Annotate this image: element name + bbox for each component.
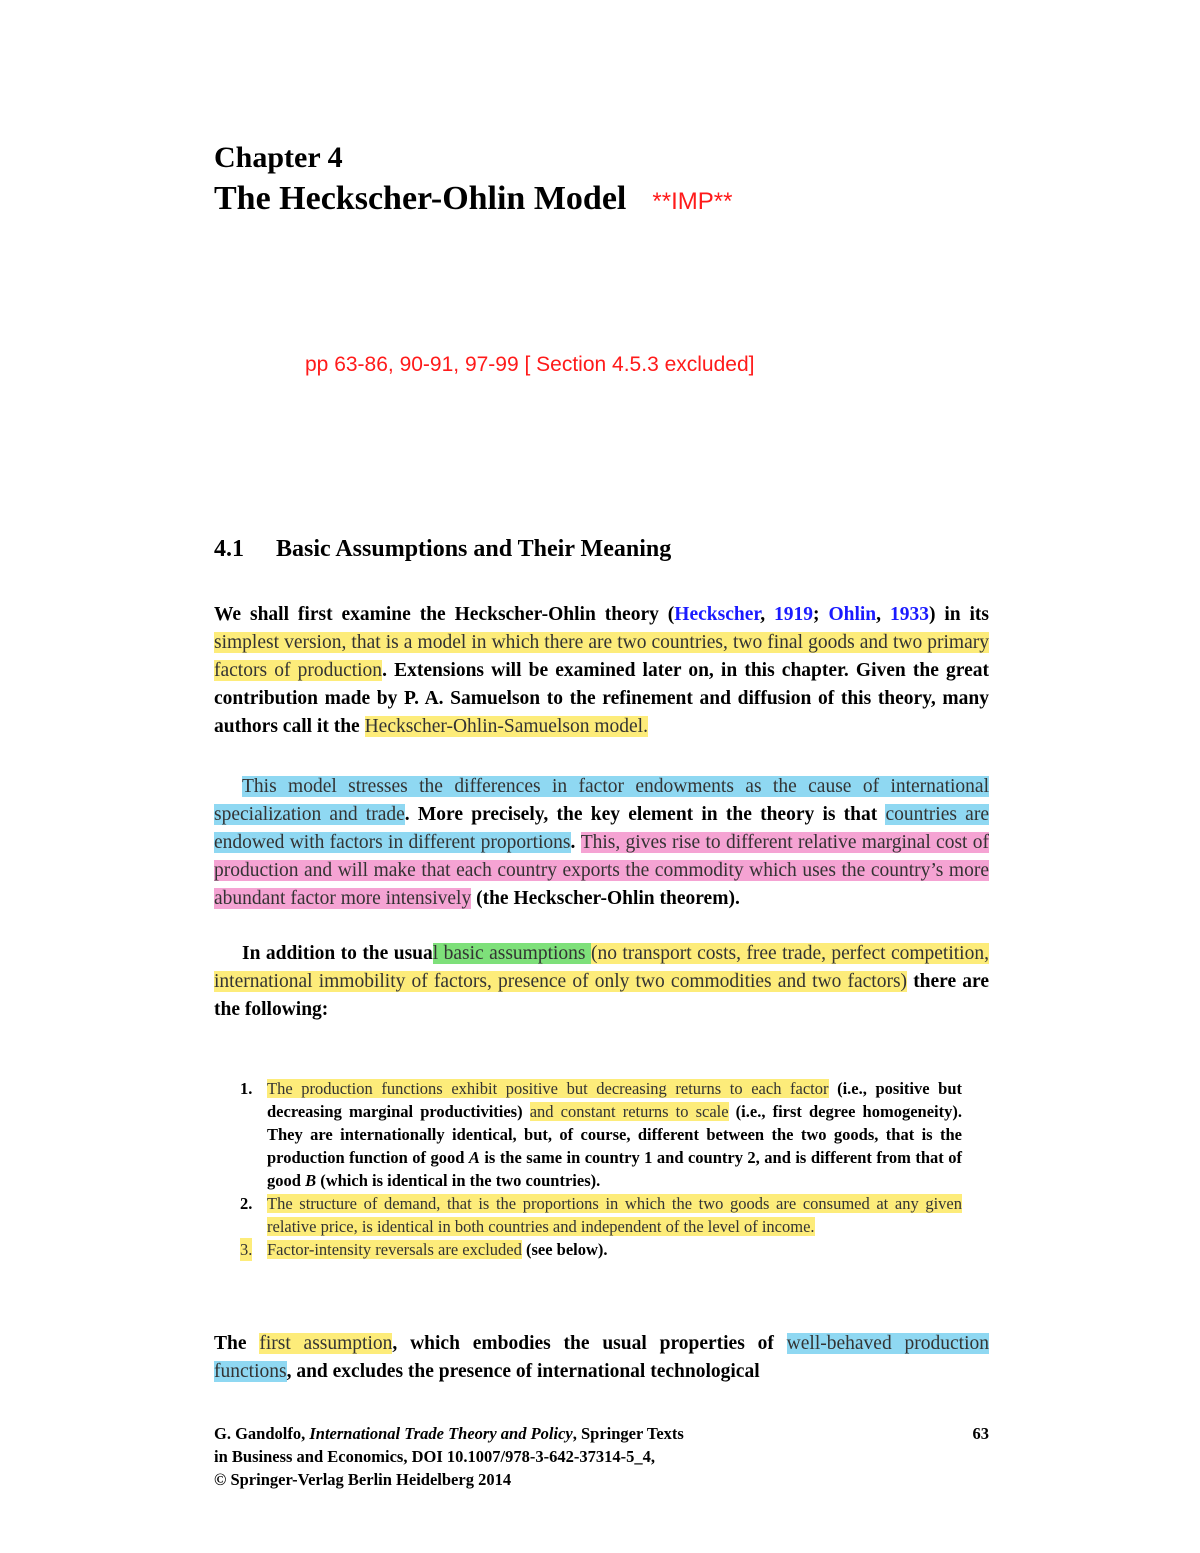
citation-link-1933[interactable]: 1933: [889, 604, 929, 625]
highlight-blue: This model stresses the differences in factor endowments as the cause of international specialization and trade: [214, 776, 989, 825]
highlight-yellow: (no transport costs, free trade, perfect competition, international immobility of factors, presence of only two commodities and two factors): [214, 943, 989, 992]
highlight-yellow: The structure of demand, that is the proportions in which the two goods are consumed at any given relative price, is identical in both countries and independent of the level of income.: [267, 1194, 962, 1236]
page-number: 63: [972, 1424, 989, 1443]
text-span: , which embodies the usual properties of: [392, 1333, 787, 1354]
text-span: is the same in country 1 and country 2, and is different from that of good: [267, 1148, 962, 1190]
highlight-yellow: Factor-intensity reversals are excluded: [267, 1240, 522, 1259]
list-number: 1.: [240, 1079, 253, 1098]
paragraph-4: [214, 1330, 989, 1386]
highlight-blue: well-behaved production functions: [214, 1333, 989, 1382]
page-footer: [214, 1422, 989, 1491]
highlight-yellow: and constant returns to scale: [529, 1102, 729, 1121]
variable: B: [305, 1171, 317, 1190]
list-number: 2.: [240, 1194, 253, 1213]
citation-link-1919[interactable]: 1919: [774, 604, 814, 625]
text-span: , and excludes the presence of international technological: [286, 1361, 760, 1382]
text-span: .: [570, 832, 581, 853]
section-title: Basic Assumptions and Their Meaning: [276, 536, 672, 562]
highlight-green: l basic assumptions: [432, 943, 591, 964]
citation-link-heckscher[interactable]: Heckscher: [674, 604, 761, 625]
text-span: ;: [813, 604, 829, 625]
paragraph-2: [214, 773, 989, 913]
text-span: ,: [760, 604, 775, 625]
highlight-yellow: Heckscher-Ohlin-Samuelson model.: [364, 716, 648, 737]
section-number: 4.1: [214, 536, 244, 562]
highlight-yellow: simplest version, that is a model in which there are two countries, two final goods and two primary factors of production: [214, 632, 989, 681]
highlight-pink: This, gives rise to different relative marginal cost of production and will make that each country exports the commodity which uses the country’s more abundant factor more intensively: [214, 832, 990, 909]
text-span: (the Heckscher-Ohlin theorem).: [471, 888, 740, 909]
list-item: [240, 1077, 962, 1192]
pages-note: pp 63-86, 90-91, 97-99 [ Section 4.5.3 excluded]: [305, 353, 755, 376]
assumptions-list: [240, 1077, 962, 1261]
text-span: ) in its: [928, 604, 990, 625]
text-span: , Springer Texts: [572, 1424, 684, 1443]
paragraph-1: [214, 601, 989, 741]
text-span: (i.e., first degree homogeneity). They are internationally identical, but, of course, different between the two goods, that is the production function of good: [267, 1102, 962, 1167]
text-span: In addition to the usua: [242, 943, 433, 964]
chapter-title: [214, 178, 732, 223]
highlight-yellow: The production functions exhibit positive but decreasing returns to each factor: [267, 1079, 829, 1098]
text-span: We shall first examine the Heckscher-Ohlin theory (: [214, 604, 675, 625]
text-span: The: [214, 1333, 260, 1354]
text-span: . More precisely, the key element in the theory is that: [404, 804, 886, 825]
imp-annotation: **IMP**: [652, 188, 733, 215]
footer-line-1: [214, 1422, 989, 1445]
paragraph-3: [214, 940, 989, 1024]
list-number: 3.: [240, 1240, 253, 1259]
text-span: (see below).: [521, 1240, 608, 1259]
chapter-title-text: The Heckscher-Ohlin Model: [214, 180, 627, 217]
book-title: International Trade Theory and Policy: [309, 1424, 573, 1443]
text-span: ,: [876, 604, 890, 625]
text-span: (which is identical in the two countries).: [316, 1171, 601, 1190]
footer-line-3: © Springer-Verlag Berlin Heidelberg 2014: [214, 1470, 512, 1489]
list-item: [240, 1192, 962, 1238]
citation-link-ohlin[interactable]: Ohlin: [828, 604, 877, 625]
text-span: there are the following:: [214, 971, 989, 1020]
variable: A: [468, 1148, 480, 1167]
text-span: (i.e., positive but decreasing marginal productivities): [267, 1079, 962, 1121]
highlight-blue: countries are endowed with factors in different proportions: [214, 804, 989, 853]
footer-line-2: in Business and Economics, DOI 10.1007/978-3-642-37314-5_4,: [214, 1447, 655, 1466]
text-span: . Extensions will be examined later on, in this chapter. Given the great contribution made by P. A. Samuelson to the refinement and diffusion of this theory, many authors call it the: [214, 660, 989, 737]
text-span: G. Gandolfo,: [214, 1424, 310, 1443]
chapter-label: Chapter 4: [214, 141, 343, 174]
list-item: [240, 1238, 962, 1261]
section-heading: [214, 536, 671, 563]
highlight-yellow: first assumption: [259, 1333, 393, 1354]
